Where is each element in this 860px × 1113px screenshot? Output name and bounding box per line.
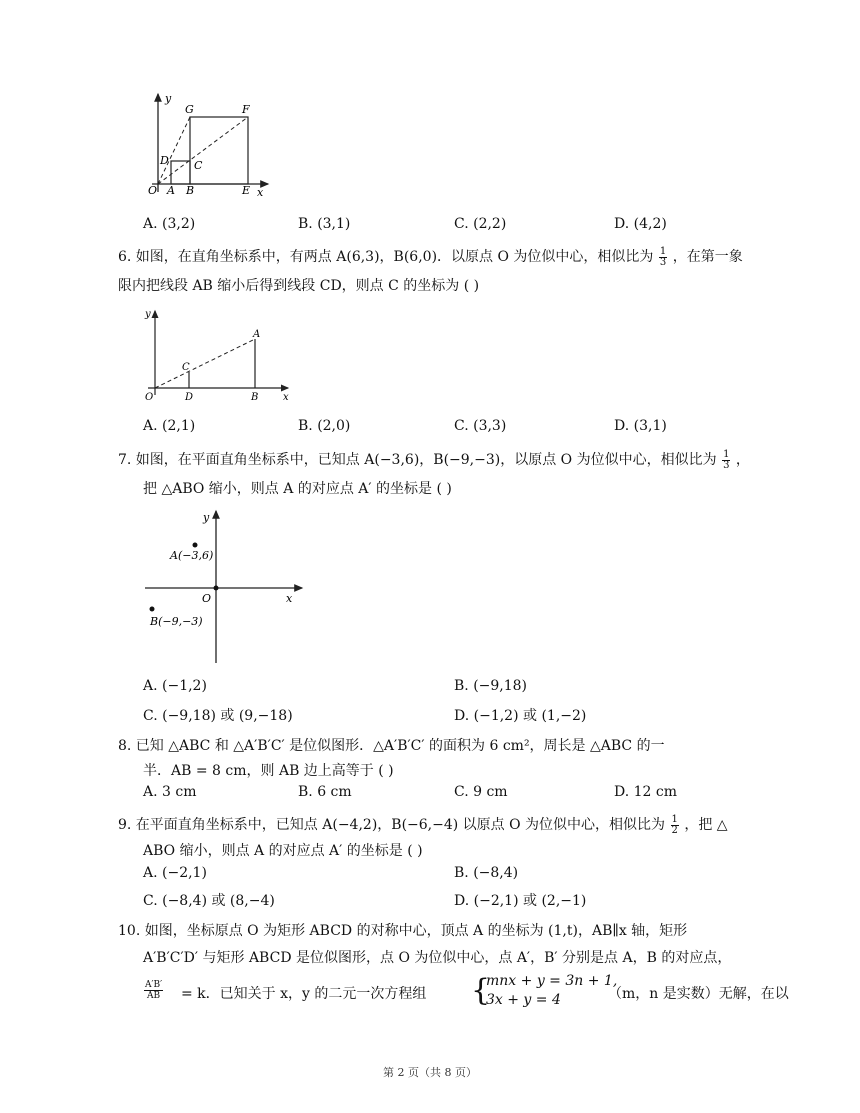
q7-label-x: x	[286, 592, 293, 605]
q8-option-b: B. 6 cm	[298, 784, 352, 800]
q5-label-f: F	[242, 103, 250, 116]
q9-option-d: D. (−2,1) 或 (2,−1)	[454, 893, 587, 909]
q9-ratio-fraction	[671, 815, 679, 836]
q7-frac-den: 3	[723, 459, 730, 471]
q6-option-d: D. (3,1)	[614, 418, 667, 434]
q8-option-d: D. 12 cm	[614, 784, 678, 800]
q5-option-c: C. (2,2)	[454, 216, 507, 232]
q8-option-c: C. 9 cm	[454, 784, 508, 800]
q9-option-c: C. (−8,4) 或 (8,−4)	[143, 893, 275, 909]
q5-rect-small	[171, 161, 190, 184]
q5-label-d: D	[160, 154, 169, 167]
q5-label-b: B	[186, 184, 195, 197]
q7-label-o: O	[202, 592, 212, 605]
q5-label-e: E	[242, 184, 251, 197]
q9-option-b: B. (−8,4)	[454, 865, 519, 881]
q9-frac-num: 1	[671, 813, 678, 825]
q5-figure	[140, 88, 275, 200]
q9-stem-line2: ABO 缩小，则点 A 的对应点 A′ 的坐标是 ( )	[143, 843, 423, 859]
q5-rect-large	[190, 117, 248, 184]
q7-figure	[140, 506, 310, 666]
q6-option-c: C. (3,3)	[454, 418, 507, 434]
q6-frac-num: 1	[659, 245, 667, 257]
q6-option-a: A. (2,1)	[143, 418, 196, 434]
q7-ratio-fraction	[722, 450, 730, 471]
q6-label-y: y	[145, 309, 151, 320]
q7-stem-post: ，	[735, 452, 750, 468]
q7-option-a: A. (−1,2)	[143, 678, 207, 694]
page-footer: 第 2 页（共 8 页）	[383, 1066, 477, 1079]
q6-dash-oa	[155, 339, 255, 388]
q7-option-c: C. (−9,18) 或 (9,−18)	[143, 708, 293, 724]
q10-frac-den: AB	[147, 991, 161, 1001]
q10-system-brace: {	[471, 973, 491, 1008]
q6-label-c: C	[182, 362, 190, 373]
q9-frac-den: 2	[671, 824, 678, 836]
q6-stem-line1	[118, 246, 743, 268]
q10-stem-line2: A′B′C′D′ 与矩形 ABCD 是位似图形，点 O 为位似中心，点 A′，B′ 分别是点 A，B 的对应点，	[143, 950, 732, 966]
q6-figure	[140, 307, 295, 402]
q5-dash-og	[158, 117, 190, 184]
q7-point-a	[193, 543, 198, 548]
q9-stem-pre: 9. 在平面直角坐标系中，已知点 A(−4,2)，B(−6,−4) 以原点 O 为位似中心，相似比为	[118, 817, 666, 833]
q5-option-d: D. (4,2)	[614, 216, 667, 232]
q7-label-a: A(−3,6)	[170, 549, 214, 562]
q5-option-a: A. (3,2)	[143, 216, 196, 232]
q8-stem-line2: 半．AB = 8 cm，则 AB 边上高等于 ( )	[143, 763, 394, 779]
q7-stem-line1	[118, 449, 750, 471]
q6-label-d: D	[185, 392, 194, 402]
q7-label-b: B(−9,−3)	[150, 615, 203, 628]
q8-option-a: A. 3 cm	[143, 784, 197, 800]
q10-stem-line3	[143, 973, 789, 1016]
q5-label-c: C	[194, 159, 203, 172]
q9-option-a: A. (−2,1)	[143, 865, 207, 881]
q5-label-a: A	[167, 184, 175, 197]
q5-option-b: B. (3,1)	[298, 216, 351, 232]
q7-stem-pre: 7. 如图，在平面直角坐标系中，已知点 A(−3,6)，B(−9,−3)，以原点 O 为位似中心，相似比为	[118, 452, 717, 468]
q5-label-x: x	[257, 186, 264, 199]
q6-label-a: A	[253, 329, 261, 340]
q6-label-b: B	[251, 392, 259, 402]
q6-stem-post: ，在第一象	[672, 249, 743, 265]
q6-stem-pre: 6. 如图，在直角坐标系中，有两点 A(6,3)，B(6,0)．以原点 O 为位似中心，相似比为	[118, 249, 654, 265]
q6-frac-den: 3	[659, 256, 667, 268]
q7-frac-num: 1	[723, 448, 730, 460]
q7-point-origin	[214, 586, 219, 591]
q8-stem-line1: 8. 已知 △ABC 和 △A′B′C′ 是位似图形．△A′B′C′ 的面积为 6 cm²，周长是 △ABC 的一	[118, 738, 665, 754]
q10-stem-line1: 10. 如图，坐标原点 O 为矩形 ABCD 的对称中心，顶点 A 的坐标为 (1,t)，AB∥x 轴，矩形	[118, 923, 688, 939]
q7-option-b: B. (−9,18)	[454, 678, 528, 694]
q10-ratio-fraction	[144, 980, 163, 1001]
q10-eq2: 3x + y = 4	[486, 992, 561, 1008]
q6-label-o: O	[145, 392, 154, 402]
q5-dash-of	[158, 117, 248, 184]
q7-label-y: y	[203, 511, 210, 524]
q5-label-y: y	[165, 92, 172, 105]
q6-ratio-fraction	[659, 247, 667, 268]
q6-stem-line2: 限内把线段 AB 缩小后得到线段 CD，则点 C 的坐标为 ( )	[118, 278, 480, 294]
q10-eq1: mnx + y = 3n + 1,	[486, 973, 618, 989]
q7-stem-line2: 把 △ABO 缩小，则点 A 的对应点 A′ 的坐标是 ( )	[143, 481, 452, 497]
q7-point-b	[150, 607, 155, 612]
q7-option-d: D. (−1,2) 或 (1,−2)	[454, 708, 587, 724]
q5-label-g: G	[185, 103, 194, 116]
q9-stem-post: ，把 △	[684, 817, 728, 833]
q5-label-o: O	[148, 184, 158, 197]
q6-option-b: B. (2,0)	[298, 418, 351, 434]
q6-label-x: x	[283, 392, 289, 402]
q10-stem-post: （m，n 是实数）无解，在以	[608, 986, 789, 1002]
q10-stem-mid: = k．已知关于 x，y 的二元一次方程组	[181, 986, 427, 1002]
q9-stem-line1	[118, 814, 728, 836]
q10-frac-num: A′B′	[145, 980, 163, 990]
